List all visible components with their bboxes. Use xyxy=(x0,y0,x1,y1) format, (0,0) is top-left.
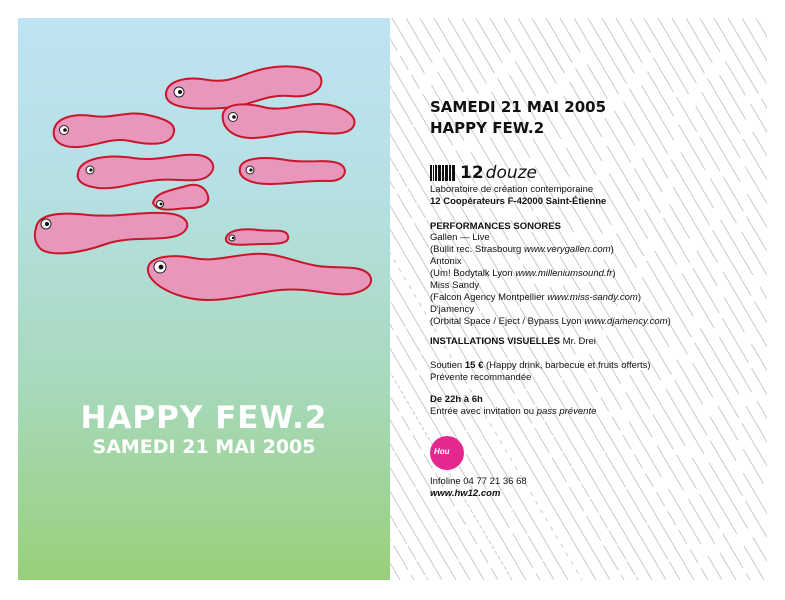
performer-link[interactable]: www.djamency.com xyxy=(584,316,668,327)
header-title: HAPPY FEW.2 xyxy=(430,119,545,137)
header-date: SAMEDI 21 MAI 2005 xyxy=(430,98,607,116)
installations-artist: Mr. Drei xyxy=(560,336,596,347)
website-link[interactable]: www.hw12.com xyxy=(430,488,501,499)
entry-conditions: Entrée avec invitation ou pass prévente xyxy=(430,406,597,417)
performer-link[interactable]: www.verygallen.com xyxy=(523,244,611,255)
performances-heading: PERFORMANCES SONORES xyxy=(430,221,561,232)
poster-date: SAMEDI 21 MAI 2005 xyxy=(92,436,316,458)
venue-logo xyxy=(430,163,537,183)
barcode-icon xyxy=(430,165,456,181)
worm-1 xyxy=(166,66,322,108)
logo-word: douze xyxy=(485,163,538,183)
performer-link[interactable]: www.milleniumsound.fr xyxy=(515,268,613,279)
installations-heading: INSTALLATIONS VISUELLES xyxy=(430,336,561,347)
performer-name: Antonix xyxy=(430,256,462,267)
logo-number: 12 xyxy=(460,163,484,183)
worm-4 xyxy=(78,155,214,189)
performer-name: D'jamency xyxy=(430,304,475,315)
happy-few-badge-icon: Hou xyxy=(430,436,464,470)
poster-title: HAPPY FEW.2 xyxy=(80,400,328,436)
worm-3 xyxy=(223,104,355,138)
poster-back xyxy=(390,18,767,580)
performer-link[interactable]: www.miss-sandy.com xyxy=(547,292,638,303)
performer-detail: (Um! Bodytalk Lyon www.milleniumsound.fr) xyxy=(430,268,616,279)
performer-name: Gallen — Live xyxy=(430,232,490,243)
worm-2 xyxy=(54,113,174,147)
worm-7 xyxy=(35,213,187,254)
performer-detail: (Falcon Agency Montpellier www.miss-sandy.com) xyxy=(430,292,642,303)
presale-note: Prévente recommandée xyxy=(430,372,532,383)
infoline: Infoline 04 77 21 36 68 xyxy=(430,476,527,487)
opening-hours: De 22h à 6h xyxy=(430,394,483,405)
installations-line xyxy=(430,336,596,348)
worm-illustration xyxy=(18,18,390,338)
worm-9 xyxy=(148,254,371,300)
poster-front xyxy=(18,18,390,580)
performer-detail: (Orbital Space / Eject / Bypass Lyon www.djamency.com) xyxy=(430,316,671,327)
venue-description: Laboratoire de création contemporaine xyxy=(430,184,594,195)
venue-address: 12 Coopérateurs F-42000 Saint-Étienne xyxy=(430,196,607,207)
worm-5 xyxy=(240,158,345,184)
support-line: Soutien 15 € (Happy drink, barbecue et fruits offerts) xyxy=(430,360,651,371)
performer-detail: (Bullit rec. Strasbourg www.verygallen.com) xyxy=(430,244,614,255)
performer-name: Miss Sandy xyxy=(430,280,480,291)
support-price: 15 € xyxy=(464,360,484,371)
